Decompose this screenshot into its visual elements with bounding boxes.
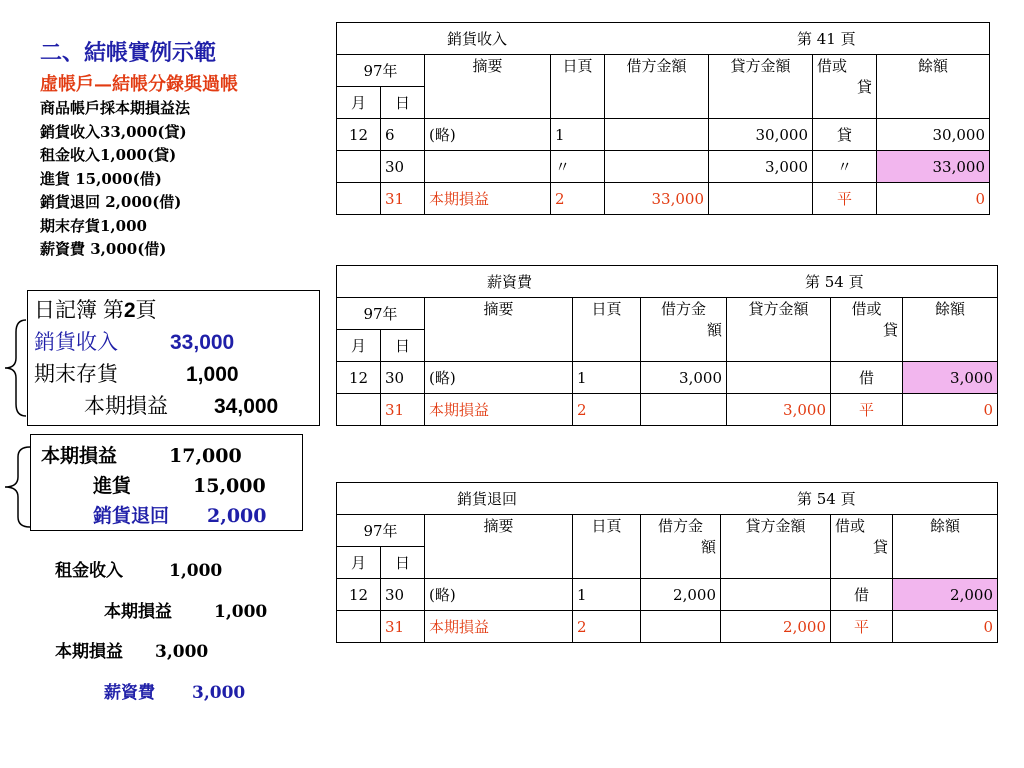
table-row [337, 362, 998, 394]
cell: 12 [337, 362, 381, 394]
note-line: 商品帳戶採本期損益法 [40, 99, 191, 117]
col-year: 97年 [337, 298, 425, 330]
journal-line: 銷貨退回 2,000 [93, 505, 267, 527]
journal-line: 期末存貨 1,000 [34, 363, 239, 386]
col-summary: 摘要 [425, 298, 573, 362]
col-day: 日 [381, 87, 425, 119]
col-year: 97年 [337, 515, 425, 547]
cell: 3,000 [903, 362, 998, 394]
cell: 平 [831, 394, 903, 426]
cell: 6 [381, 119, 425, 151]
brace-icon [2, 318, 28, 418]
cell: (略) [425, 119, 551, 151]
cell: 30 [381, 151, 425, 183]
journal-entry-3-credit: 本期損益 1,000 [104, 602, 268, 622]
col-dc: 借或 貸 [831, 298, 903, 362]
col-year: 97年 [337, 55, 425, 87]
cell: 12 [337, 579, 381, 611]
cell: 2 [573, 394, 641, 426]
cell: 12 [337, 119, 381, 151]
col-month: 月 [337, 547, 381, 579]
table-row [337, 183, 990, 215]
ledger-salary-expense [336, 265, 998, 426]
table-row [337, 394, 998, 426]
ledger-title-row: 銷貨退回 第 54 頁 [337, 483, 998, 515]
cell: 本期損益 [425, 183, 551, 215]
col-ref: 日頁 [573, 515, 641, 579]
cell: 30 [381, 579, 425, 611]
cell: 0 [877, 183, 990, 215]
cell: 2 [551, 183, 605, 215]
page-subtitle: 虛帳戶—結帳分錄與過帳 [40, 74, 238, 95]
cell: 30,000 [877, 119, 990, 151]
col-credit: 貸方金額 [727, 298, 831, 362]
cell: 借 [831, 362, 903, 394]
cell: 貸 [813, 119, 877, 151]
cell: 33,000 [605, 183, 709, 215]
cell: (略) [425, 579, 573, 611]
col-balance: 餘額 [903, 298, 998, 362]
cell: 平 [831, 611, 893, 643]
journal-entry-2 [30, 434, 303, 531]
cell: 3,000 [641, 362, 727, 394]
cell [337, 151, 381, 183]
transaction-notes [40, 97, 190, 262]
cell [727, 362, 831, 394]
cell: 2,000 [893, 579, 998, 611]
col-month: 月 [337, 330, 381, 362]
table-row [337, 151, 990, 183]
cell [605, 151, 709, 183]
cell: 本期損益 [425, 394, 573, 426]
table-row [337, 119, 990, 151]
col-credit: 貸方金額 [721, 515, 831, 579]
note-line: 租金收入1,000(貸) [40, 146, 177, 164]
journal-entry-4-credit: 薪資費 3,000 [104, 683, 246, 703]
cell: 平 [813, 183, 877, 215]
col-day: 日 [381, 547, 425, 579]
cell [425, 151, 551, 183]
journal-line: 銷貨收入 33,000 [34, 331, 235, 354]
journal-line: 本期損益 17,000 [41, 445, 242, 467]
cell: 2 [573, 611, 641, 643]
col-credit: 貸方金額 [709, 55, 813, 119]
cell [337, 611, 381, 643]
cell [337, 183, 381, 215]
cell: 0 [893, 611, 998, 643]
cell [641, 394, 727, 426]
cell: 2,000 [641, 579, 721, 611]
col-summary: 摘要 [425, 55, 551, 119]
journal-entry-1 [27, 290, 320, 426]
note-line: 銷貨退回 2,000(借) [40, 193, 182, 211]
col-debit: 借方金 額 [641, 515, 721, 579]
cell: 借 [831, 579, 893, 611]
journal-line: 本期損益 34,000 [84, 395, 279, 418]
page-title: 二、結帳實例示範 [40, 40, 217, 66]
col-ref: 日頁 [573, 298, 641, 362]
cell: 30 [381, 362, 425, 394]
cell: (略) [425, 362, 573, 394]
journal-line: 進貨 15,000 [93, 475, 266, 497]
col-ref: 日頁 [551, 55, 605, 119]
cell [641, 611, 721, 643]
col-month: 月 [337, 87, 381, 119]
journal-page-label: 日記簿 第2頁 [34, 299, 157, 322]
col-debit: 借方金 額 [641, 298, 727, 362]
cell [721, 579, 831, 611]
journal-entry-4-debit: 本期損益 3,000 [55, 642, 209, 662]
ledger-title-row: 銷貨收入 第 41 頁 [337, 23, 990, 55]
table-row [337, 579, 998, 611]
cell: 1 [551, 119, 605, 151]
ledger-sales-returns [336, 482, 998, 643]
note-line: 銷貨收入33,000(貸) [40, 122, 187, 141]
col-day: 日 [381, 330, 425, 362]
cell: 33,000 [877, 151, 990, 183]
col-balance: 餘額 [893, 515, 998, 579]
cell: 1 [573, 362, 641, 394]
col-debit: 借方金額 [605, 55, 709, 119]
col-dc: 借或 貸 [831, 515, 893, 579]
col-balance: 餘額 [877, 55, 990, 119]
journal-entry-3-debit: 租金收入 1,000 [55, 561, 223, 581]
note-line: 薪資費 3,000(借) [40, 240, 167, 258]
cell [709, 183, 813, 215]
ledger-title-row: 薪資費 第 54 頁 [337, 266, 998, 298]
cell [605, 119, 709, 151]
cell: 〃 [551, 151, 605, 183]
col-dc: 借或 貸 [813, 55, 877, 119]
cell: 31 [381, 611, 425, 643]
cell: 本期損益 [425, 611, 573, 643]
cell: 3,000 [709, 151, 813, 183]
cell: 3,000 [727, 394, 831, 426]
cell: 31 [381, 183, 425, 215]
note-line: 進貨 15,000(借) [40, 169, 162, 188]
cell: 1 [573, 579, 641, 611]
cell [337, 394, 381, 426]
cell: 31 [381, 394, 425, 426]
cell: 〃 [813, 151, 877, 183]
cell: 30,000 [709, 119, 813, 151]
col-summary: 摘要 [425, 515, 573, 579]
cell: 0 [903, 394, 998, 426]
cell: 2,000 [721, 611, 831, 643]
note-line: 期末存貨1,000 [40, 216, 147, 235]
brace-icon [2, 445, 32, 529]
table-row [337, 611, 998, 643]
ledger-sales-revenue [336, 22, 990, 215]
